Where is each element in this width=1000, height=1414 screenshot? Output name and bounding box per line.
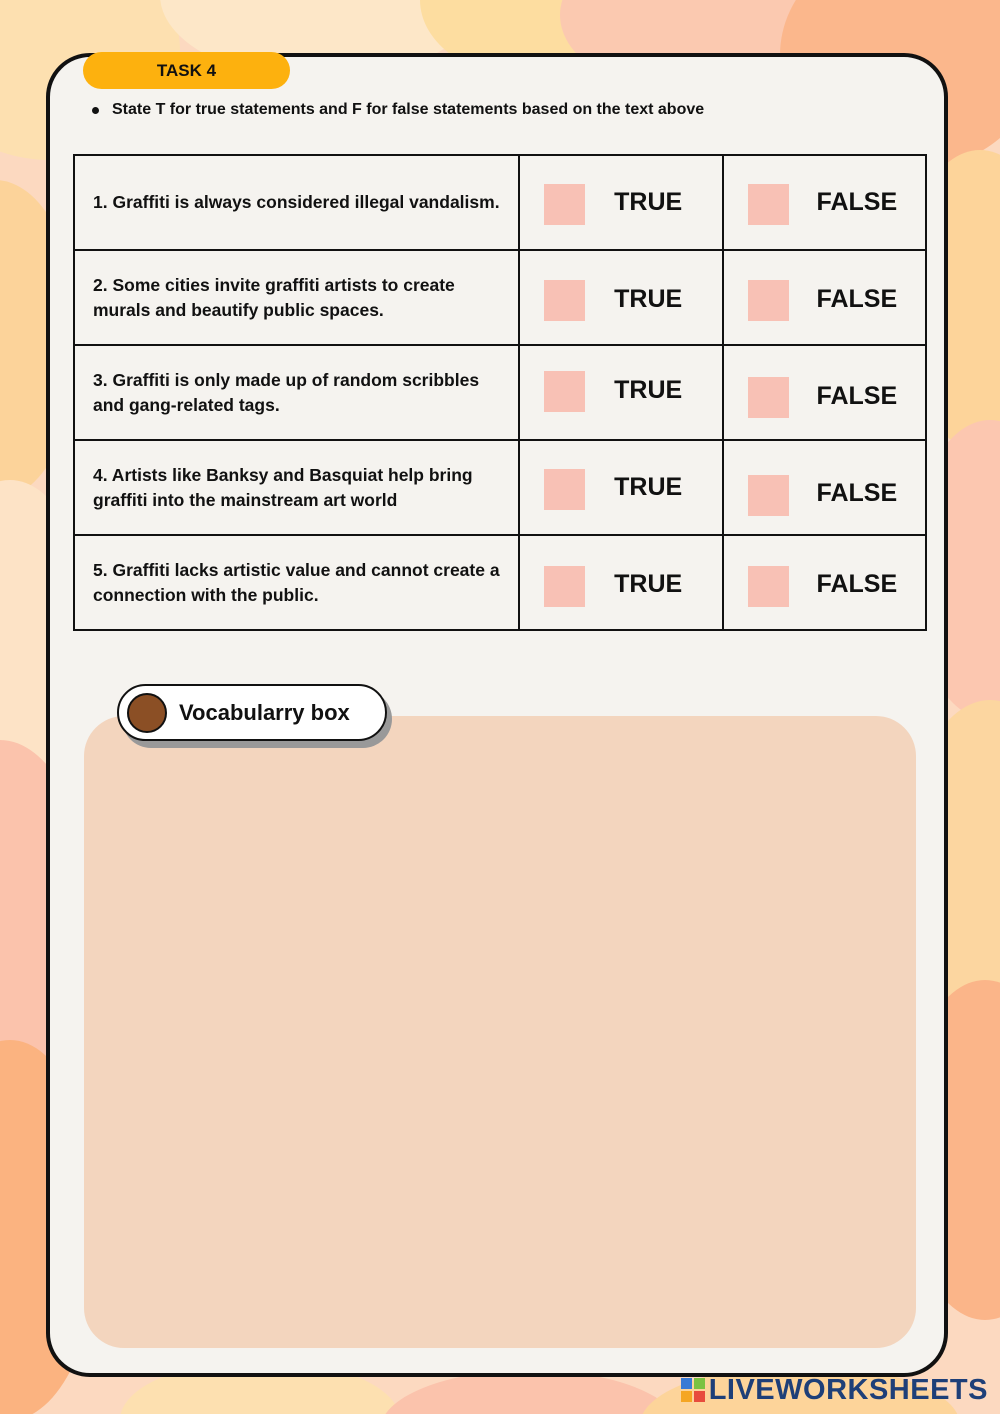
statement-5: 5. Graffiti lacks artistic value and cannot create a connection with the public.: [74, 535, 519, 630]
checkbox-false-4[interactable]: [748, 475, 789, 516]
brand-logo: [681, 1373, 988, 1407]
statement-1: 1. Graffiti is always considered illegal vandalism.: [74, 155, 519, 250]
brand-text: LIVEWORKSHEETS: [708, 1373, 988, 1406]
table-row: [74, 535, 926, 630]
false-label: FALSE: [816, 382, 898, 410]
table-row: [74, 155, 926, 250]
table-row: [74, 440, 926, 535]
false-label: FALSE: [816, 570, 898, 598]
option-false-4: [723, 440, 926, 535]
checkbox-false-2[interactable]: [748, 280, 789, 321]
task-label: TASK 4: [83, 52, 290, 89]
option-false-3: [723, 345, 926, 440]
statement-3: 3. Graffiti is only made up of random scribbles and gang-related tags.: [74, 345, 519, 440]
checkbox-false-5[interactable]: [748, 566, 789, 607]
checkbox-true-2[interactable]: [544, 280, 585, 321]
table-row: [74, 250, 926, 345]
true-label: TRUE: [614, 570, 683, 598]
option-true-3: [519, 345, 722, 440]
true-label: TRUE: [614, 188, 683, 216]
true-false-table: [73, 154, 927, 631]
false-label: FALSE: [816, 479, 898, 507]
checkbox-false-1[interactable]: [748, 184, 789, 225]
instruction-text: State T for true statements and F for false statements based on the text above: [112, 101, 705, 118]
liveworksheets-logo-icon: [681, 1378, 705, 1402]
checkbox-false-3[interactable]: [748, 377, 789, 418]
true-label: TRUE: [614, 473, 683, 501]
circle-icon: [127, 693, 167, 733]
statement-4: 4. Artists like Banksy and Basquiat help bring graffiti into the mainstream art world: [74, 440, 519, 535]
bullet-icon: [92, 107, 99, 114]
checkbox-true-3[interactable]: [544, 371, 585, 412]
option-true-4: [519, 440, 722, 535]
false-label: FALSE: [816, 285, 898, 313]
option-false-1: [723, 155, 926, 250]
option-true-2: [519, 250, 722, 345]
option-false-2: [723, 250, 926, 345]
checkbox-true-5[interactable]: [544, 566, 585, 607]
instruction: [92, 101, 704, 119]
false-label: FALSE: [816, 188, 898, 216]
option-false-5: [723, 535, 926, 630]
true-label: TRUE: [614, 285, 683, 313]
checkbox-true-4[interactable]: [544, 469, 585, 510]
checkbox-true-1[interactable]: [544, 184, 585, 225]
vocabulary-title: Vocabularry box: [179, 699, 350, 725]
true-label: TRUE: [614, 376, 683, 404]
option-true-5: [519, 535, 722, 630]
vocabulary-box-area[interactable]: [84, 716, 916, 1348]
option-true-1: [519, 155, 722, 250]
table-row: [74, 345, 926, 440]
statement-2: 2. Some cities invite graffiti artists to create murals and beautify public spaces.: [74, 250, 519, 345]
vocabulary-header: [117, 684, 387, 741]
